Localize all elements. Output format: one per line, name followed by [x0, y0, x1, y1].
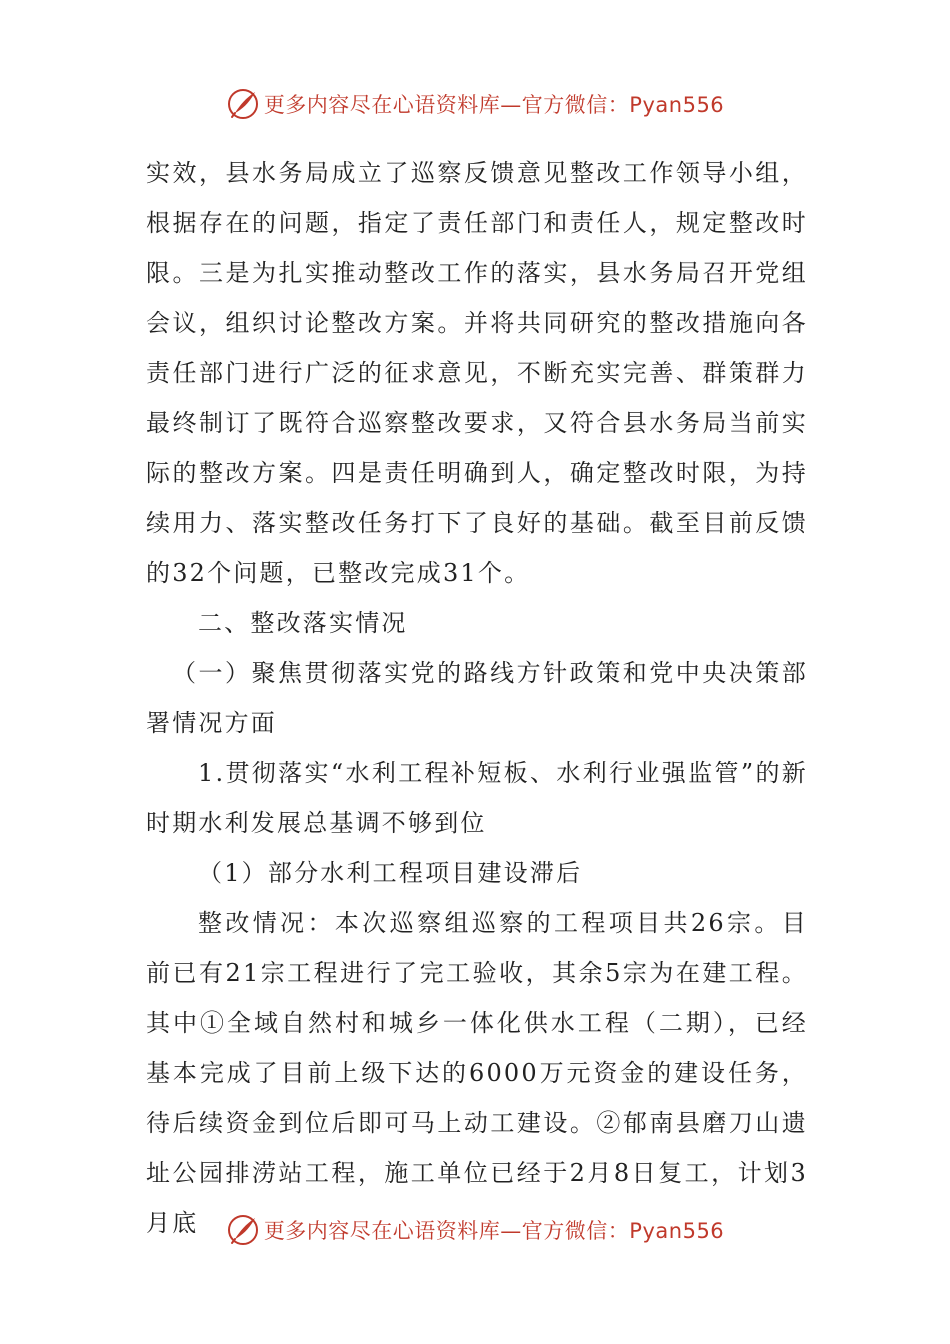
footer-banner [0, 1210, 950, 1250]
quill-logo-icon [226, 1213, 260, 1247]
paragraph-intro: 实效，县水务局成立了巡察反馈意见整改工作领导小组，根据存在的问题，指定了责任部门和责任人，规定整改时限。三是为扎实推动整改工作的落实，县水务局召开党组会议，组织讨论整改方案。并将共同研究的整改措施向各责任部门进行广泛的征求意见，不断充实完善、群策群力最终制订了既符合巡察整改要求，又符合县水务局当前实际的整改方案。四是责任明确到人，确定整改时限，为持续用力、落实整改任务打下了良好的基础。截至目前反馈的32个问题，已整改完成31个。 [146, 159, 808, 587]
subitem-heading: （1）部分水利工程项目建设滞后 [198, 859, 583, 887]
header-banner [0, 84, 950, 124]
banner-text: 更多内容尽在心语资料库—官方微信：Pyan556 [263, 93, 725, 117]
section-heading: 二、整改落实情况 [198, 609, 408, 637]
document-body [146, 148, 808, 1248]
paragraph-rectification: 整改情况：本次巡察组巡察的工程项目共26宗。目前已有21宗工程进行了完工验收，其余5宗为在建工程。其中①全域自然村和城乡一体化供水工程（二期），已经基本完成了目前上级下达的6000万元资金的建设任务，待后续资金到位后即可马上动工建设。②郁南县磨刀山遗址公园排涝站工程，施工单位已经于2月8日复工，计划3月底 [146, 909, 808, 1237]
item-heading: 1.贯彻落实“水利工程补短板、水利行业强监管”的新时期水利发展总基调不够到位 [146, 759, 808, 837]
quill-logo-icon [226, 87, 260, 121]
subsection-heading: （一）聚焦贯彻落实党的路线方针政策和党中央决策部署情况方面 [146, 659, 808, 737]
banner-text: 更多内容尽在心语资料库—官方微信：Pyan556 [263, 1219, 725, 1243]
